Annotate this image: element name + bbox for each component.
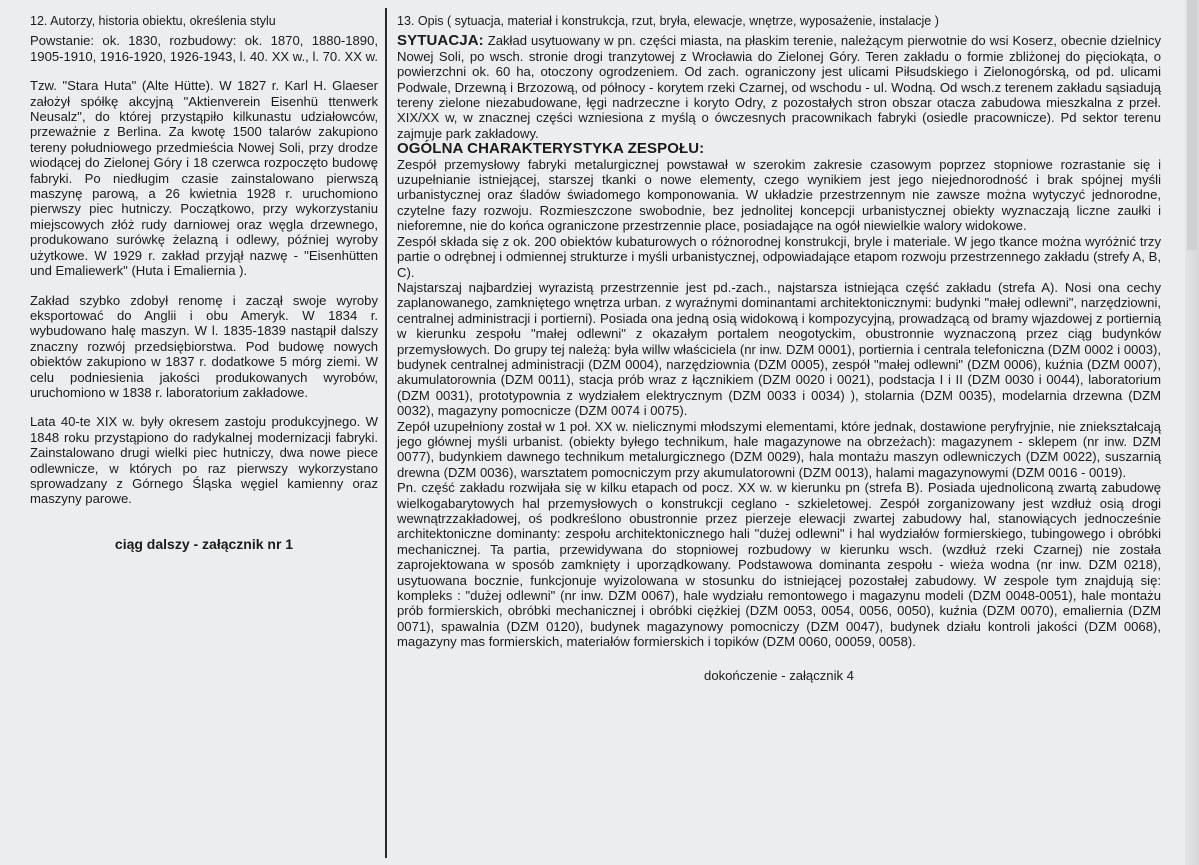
situation-text: Zakład usytuowany w pn. części miasta, na płaskim terenie, należącym pierwotnie do wsi Koserz, obecnie dzielnicy Nowej Soli, po wsch. stronie drogi tranzytowej z Wrocławia do Zielonej Góry. Teren zakładu o formie zbliżonej do pięciokąta, o powierzchni ok. 60 ha, otoczony ogrodzeniem. Od zach. ograniczony jest ulicami Piłsudskiego i Zielonogórską, od pd. ulicami Podwale, Drzewną i Brzozową, od północy - korytem rzeki Czarnej, od wschodu - ul. Wodną. Od wsch.z terenem zakładu sąsiadują tereny zielone niezabudowane, łęgi nadrzeczne i koryto Odry, z pozostałych stron obszar otacza zabudowa mieszkalna z przeł. XIX/XX w, w znacznej części wzniesiona z myślą o ówczesnych pracownikach fabryki (osiedle pracownicze). Pd sektor terenu zajmuje park zakładowy. bbox=[397, 33, 1161, 141]
description-paragraph: Zespół składa się z ok. 200 obiektów kubaturowych o różnorodnej konstrukcji, bryle i materiale. W jego tkance można wyróżnić trzy partie o odrębnej i odmiennej strukturze i myśli urbanistycznej, odpowiadające etapom rozwoju przestrzennego zakładu (strefy A, B, C). bbox=[397, 233, 1161, 280]
history-paragraph: Powstanie: ok. 1830, rozbudowy: ok. 1870, 1880-1890, 1905-1910, 1916-1920, 1926-1943, l. 40. XX w., l. 70. XX w. bbox=[30, 33, 378, 64]
history-header: 12. Autorzy, historia obiektu, określenia stylu bbox=[30, 14, 276, 28]
description-paragraph: Najstarszaj najbardziej wyrazistą przestrzennie jest pd.-zach., najstarsza istniejąca część zakładu (strefa A). Nosi ona cechy zaplanowanego, zamkniętego wnętrza urban. z wyraźnymi dominantami architektonicznymi: budynki "małej odlewni", narzędziowni, centralnej administracji i portierni). Posiada ona jedną osią widokową i kompozycyjną, prowadzącą od bramy wjazdowej z portiernią w kierunku zespołu "małej odlewni" z okazałym portalem neogotyckim, obustronnie wyznaczoną przez ciąg budynków przemysłowych. Do grupy tej należą: była willw właściciela (nr inw. DZM 0001), portiernia i centrala telefoniczna (DZM 0002 i 0003), budynek centralnej administracji (DZM 0004), narzędziownia (DZM 0005), zespół "małej odlewni" (DZM 0006), kuźnia (DZM 0007), akumulatorownia (DZM 0011), stacja prób wraz z łącznikiem (DZM 0020 i 0021), podstacja I i II (DZM 0030 i 0044), laboratorium (DZM 0031), prototypownia z wydziałem elektrycznym (DZM 0033 i 0034) ), stolarnia (DZM 0035), modelarnia drzewna (DZM 0032), magazyny pomocnicze (DZM 0074 i 0075). bbox=[397, 279, 1161, 419]
history-paragraph: Zakład szybko zdobył renomę i zaczął swoje wyroby eksportować do Anglii i obu Ameryk. W 1834 r. wybudowano halę maszyn. W l. 1835-1839 nastąpił dalszy znaczny rozwój przedsiębiorstwa. Pod budowę nowych obiektów zakupiono w 1837 r. dodatkowe 5 mórg ziemi. W celu podniesienia jakości produkowanych wyrobów, uruchomiono w 1838 r. laboratorium zakładowe. bbox=[30, 292, 378, 400]
description-column bbox=[397, 14, 1161, 683]
history-continuation-note: ciąg dalszy - załącznik nr 1 bbox=[114, 535, 294, 552]
scan-edge bbox=[1185, 0, 1199, 865]
history-paragraph: Lata 40-te XIX w. były okresem zastoju produkcyjnego. W 1848 roku przystąpiono do radykalnej modernizacji fabryki. Zainstalowano drugi wielki piec hutniczy, dwa nowe piece odlewnicze, w których po raz pierwszy wykorzystano sprowadzany z Górnego Śląska węgiel kamienny oraz maszyny parowe. bbox=[30, 414, 378, 507]
column-divider bbox=[385, 8, 387, 858]
description-header: 13. Opis ( sytuacja, materiał i konstrukcja, rzut, bryła, elewacje, wnętrze, wyposażenie, instalacje ) bbox=[397, 14, 939, 28]
description-paragraph: Pn. część zakładu rozwijała się w kilku etapach od pocz. XX w. w kierunku pn (strefa B). Posiada ujednoliconą zwartą zabudowę wielkogabarytowych hal przemysłowych o konstrukcji ceglano - szkieletowej. Zespół zorganizowany jest wzdłuż osią drogi wewnątrzzakładowej, oś podkreślono obustronnie przez pierzeje elewacji zwartej zabudowy hal, stanowiących jednocześnie architektoniczne dominanty: zespołu architektonicznego hali "dużej odlewni" i hal wydziałów formierskiego, tubingowego i obróbki mechanicznej. Ta partia, przewidywana do stopniowej rozbudowy w kierunku wsch. (wzdłuż rzeki Czarnej) nie została zaprojektowana w sposób zamknięty i uporządkowany. Podstawowa dominanta zespołu - wieża wodna (nr inw. DZM 0218), usytuowana bocznie, funkcjonuje wyizolowana w stosunku do istniejącej pozostałej zabudowy. W zespole tym znajdują się: kompleks : "dużej odlewni" (nr inw. DZM 0067), hale wydziału remontowego i magazynu modeli (DZM 0048-0051), hale montażu prób formierskich, obróbki mechanicznej i obróbki ciężkiej (DZM 0053, 0054, 0056, 0050), kuźnia (DZM 0070), emaliernia (DZM 0071), spawalnia (DZM 0120), budynek magazynowy pomocniczy (DZM 0047), budynek działu kontroli jakości (DZM 0068), magazyny mas formierskich, materiałów formierskich i topików (DZM 0060, 00059, 0058). bbox=[397, 480, 1161, 650]
description-continuation-note: dokończenie - załącznik 4 bbox=[704, 667, 854, 683]
history-paragraph: Tzw. "Stara Huta" (Alte Hütte). W 1827 r. Karl H. Glaeser założył spółkę akcyjną "Aktienverein Eisenhü ttenwerk Neusalz", do której przystąpiło kilkunastu udziałowców, przeważnie z Berlina. Za kwotę 1500 talarów zakupiono tereny południowego przedmieścia Nowej Soli, przy drodze wiodącej do Zielonej Góry i 18 czerwca rozpoczęto budowę fabryki. Po niedługim czasie zainstalowano pierwszą maszynę parową, a 26 kwietnia 1928 r. uruchomiono pierwszy piec hutniczy. Początkowo, przy wykorzystaniu miejscowych złóż rudy darniowej oraz węgla drzewnego, produkowano surówkę żelazną i odlewy, później wyroby użytkowe. W 1929 r. zakład przyjął nazwę - "Eisenhütten und Emaliewerk" (Huta i Emaliernia ). bbox=[30, 78, 378, 279]
scan-edge-strip bbox=[1187, 0, 1197, 250]
general-characteristics-title: OGÓLNA CHARAKTERYSTYKA ZESPOŁU: bbox=[397, 140, 705, 158]
description-paragraph: Zespół przemysłowy fabryki metalurgicznej powstawał w szerokim zakresie czasowym poprzez stopniowe rozrastanie się i uzupełnianie istniejącej, starszej tkanki o nowe elementy, czego wynikiem jest jego niejednorodność i brak spójnej myśli urbanistycznej oraz śladów świadomego komponowania. W układzie przestrzennym nie zawsze można wytyczyć jednorodne, czytelne fazy rozwoju. Rozmieszczone swobodnie, bez jednolitej koncepcji urbanistycznej obiekty wyznaczają liczne zaułki i nieforemne, nie do końca ograniczone przestrzennie place, posiadające na ogół niewielkie walory widokowe. bbox=[397, 156, 1161, 234]
situation-paragraph bbox=[397, 33, 1161, 141]
description-paragraph: Zepół uzupełniony został w 1 poł. XX w. nielicznymi młodszymi elementami, które jednak, dostawione peryfryjnie, nie zniekształcają jego głównej myśli urbanist. (obiekty byłego technikum, hale magazynowe na obrzeżach): magazynem - sklepem (nr inw. DZM 0077), budynkiem dawnego technikum metalurgicznego (DZM 0029), hala montażu maszyn odlewniczych (DZM 0022), suszarnią drewna (DZM 0036), warsztatem pomocniczym przy akumulatorowni (DZM 0013), halami magazynowymi (DZM 0016 - 0019). bbox=[397, 418, 1161, 480]
situation-title: SYTUACJA: bbox=[397, 32, 484, 50]
history-column bbox=[30, 14, 378, 552]
